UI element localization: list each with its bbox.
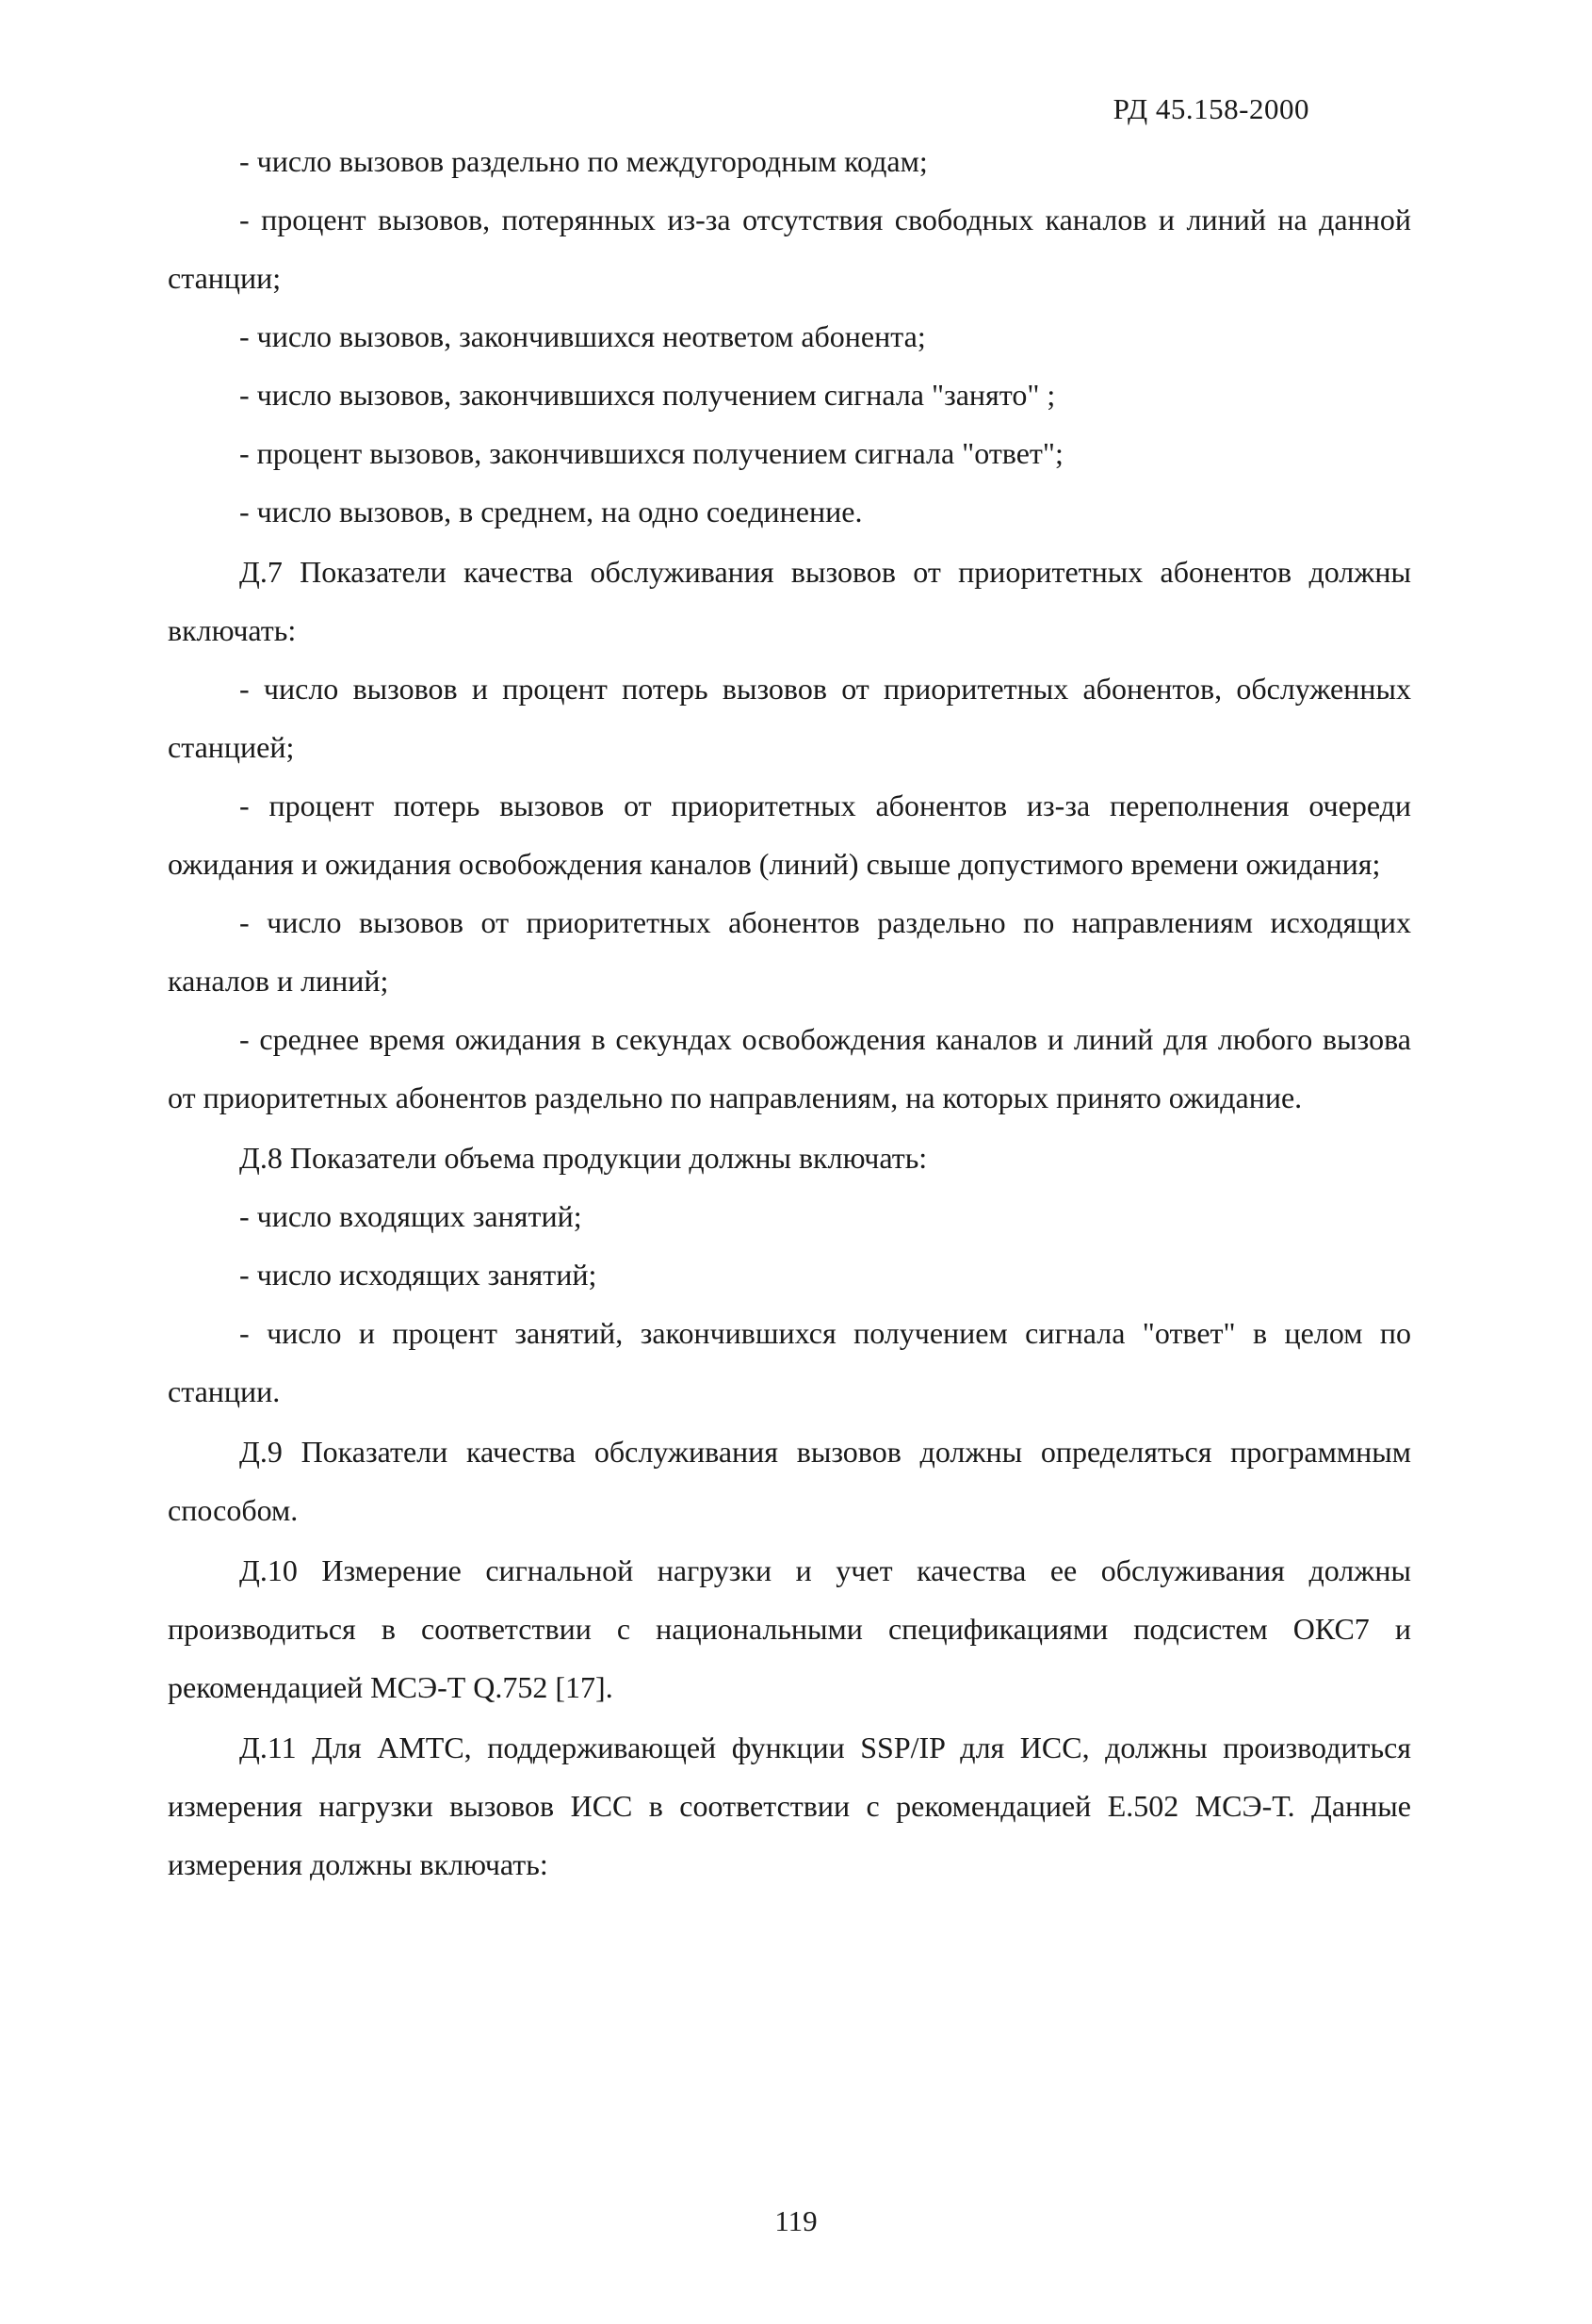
section-d11: Д.11 Для АМТС, поддерживающей функции SSP/IP для ИСС, должны производиться измерения нагрузки вызовов ИСС в соответствии с рекомендацией Е.502 МСЭ-Т. Данные измерения должны включать: xyxy=(168,1731,1411,1881)
document-code: РД 45.158-2000 xyxy=(1113,92,1309,125)
paragraph-14: - число исходящих занятий; xyxy=(239,1258,597,1292)
paragraph-15: - число и процент занятий, закончившихся получением сигнала "ответ" в целом по станции. xyxy=(168,1316,1411,1408)
paragraph-4: - число вызовов, закончившихся получением сигнала "занято" ; xyxy=(239,378,1056,412)
paragraph-1: - число вызовов раздельно по междугородным кодам; xyxy=(239,144,928,178)
section-d7-heading: Д.7 Показатели качества обслуживания вызовов от приоритетных абонентов должны включать: xyxy=(168,555,1411,647)
document-body xyxy=(168,132,1411,1893)
section-d9: Д.9 Показатели качества обслуживания вызовов должны определяться программным способом. xyxy=(168,1435,1411,1527)
paragraph-3: - число вызовов, закончившихся неответом абонента; xyxy=(239,319,926,353)
paragraph-11: - среднее время ожидания в секундах освобождения каналов и линий для любого вызова от приоритетных абонентов раздельно по направлениям, на которых принято ожидание. xyxy=(168,1022,1411,1114)
paragraph-9: - процент потерь вызовов от приоритетных абонентов из-за переполнения очереди ожидания и ожидания освобождения каналов (линий) свыше допустимого времени ожидания; xyxy=(168,788,1411,881)
paragraph-8: - число вызовов и процент потерь вызовов от приоритетных абонентов, обслуженных станцией; xyxy=(168,672,1411,764)
paragraph-13: - число входящих занятий; xyxy=(239,1199,582,1233)
section-d8-heading: Д.8 Показатели объема продукции должны включать: xyxy=(239,1141,928,1175)
paragraph-5: - процент вызовов, закончившихся получением сигнала "ответ"; xyxy=(239,436,1064,470)
paragraph-2: - процент вызовов, потерянных из-за отсутствия свободных каналов и линий на данной станции; xyxy=(168,203,1411,295)
paragraph-6: - число вызовов, в среднем, на одно соединение. xyxy=(239,495,863,528)
section-d10: Д.10 Измерение сигнальной нагрузки и учет качества ее обслуживания должны производиться в соответствии с национальными спецификациями подсистем ОКС7 и рекомендацией МСЭ-Т Q.752 [17]. xyxy=(168,1553,1411,1704)
paragraph-10: - число вызовов от приоритетных абонентов раздельно по направлениям исходящих каналов и линий; xyxy=(168,905,1411,998)
page-number: 119 xyxy=(774,2204,818,2237)
